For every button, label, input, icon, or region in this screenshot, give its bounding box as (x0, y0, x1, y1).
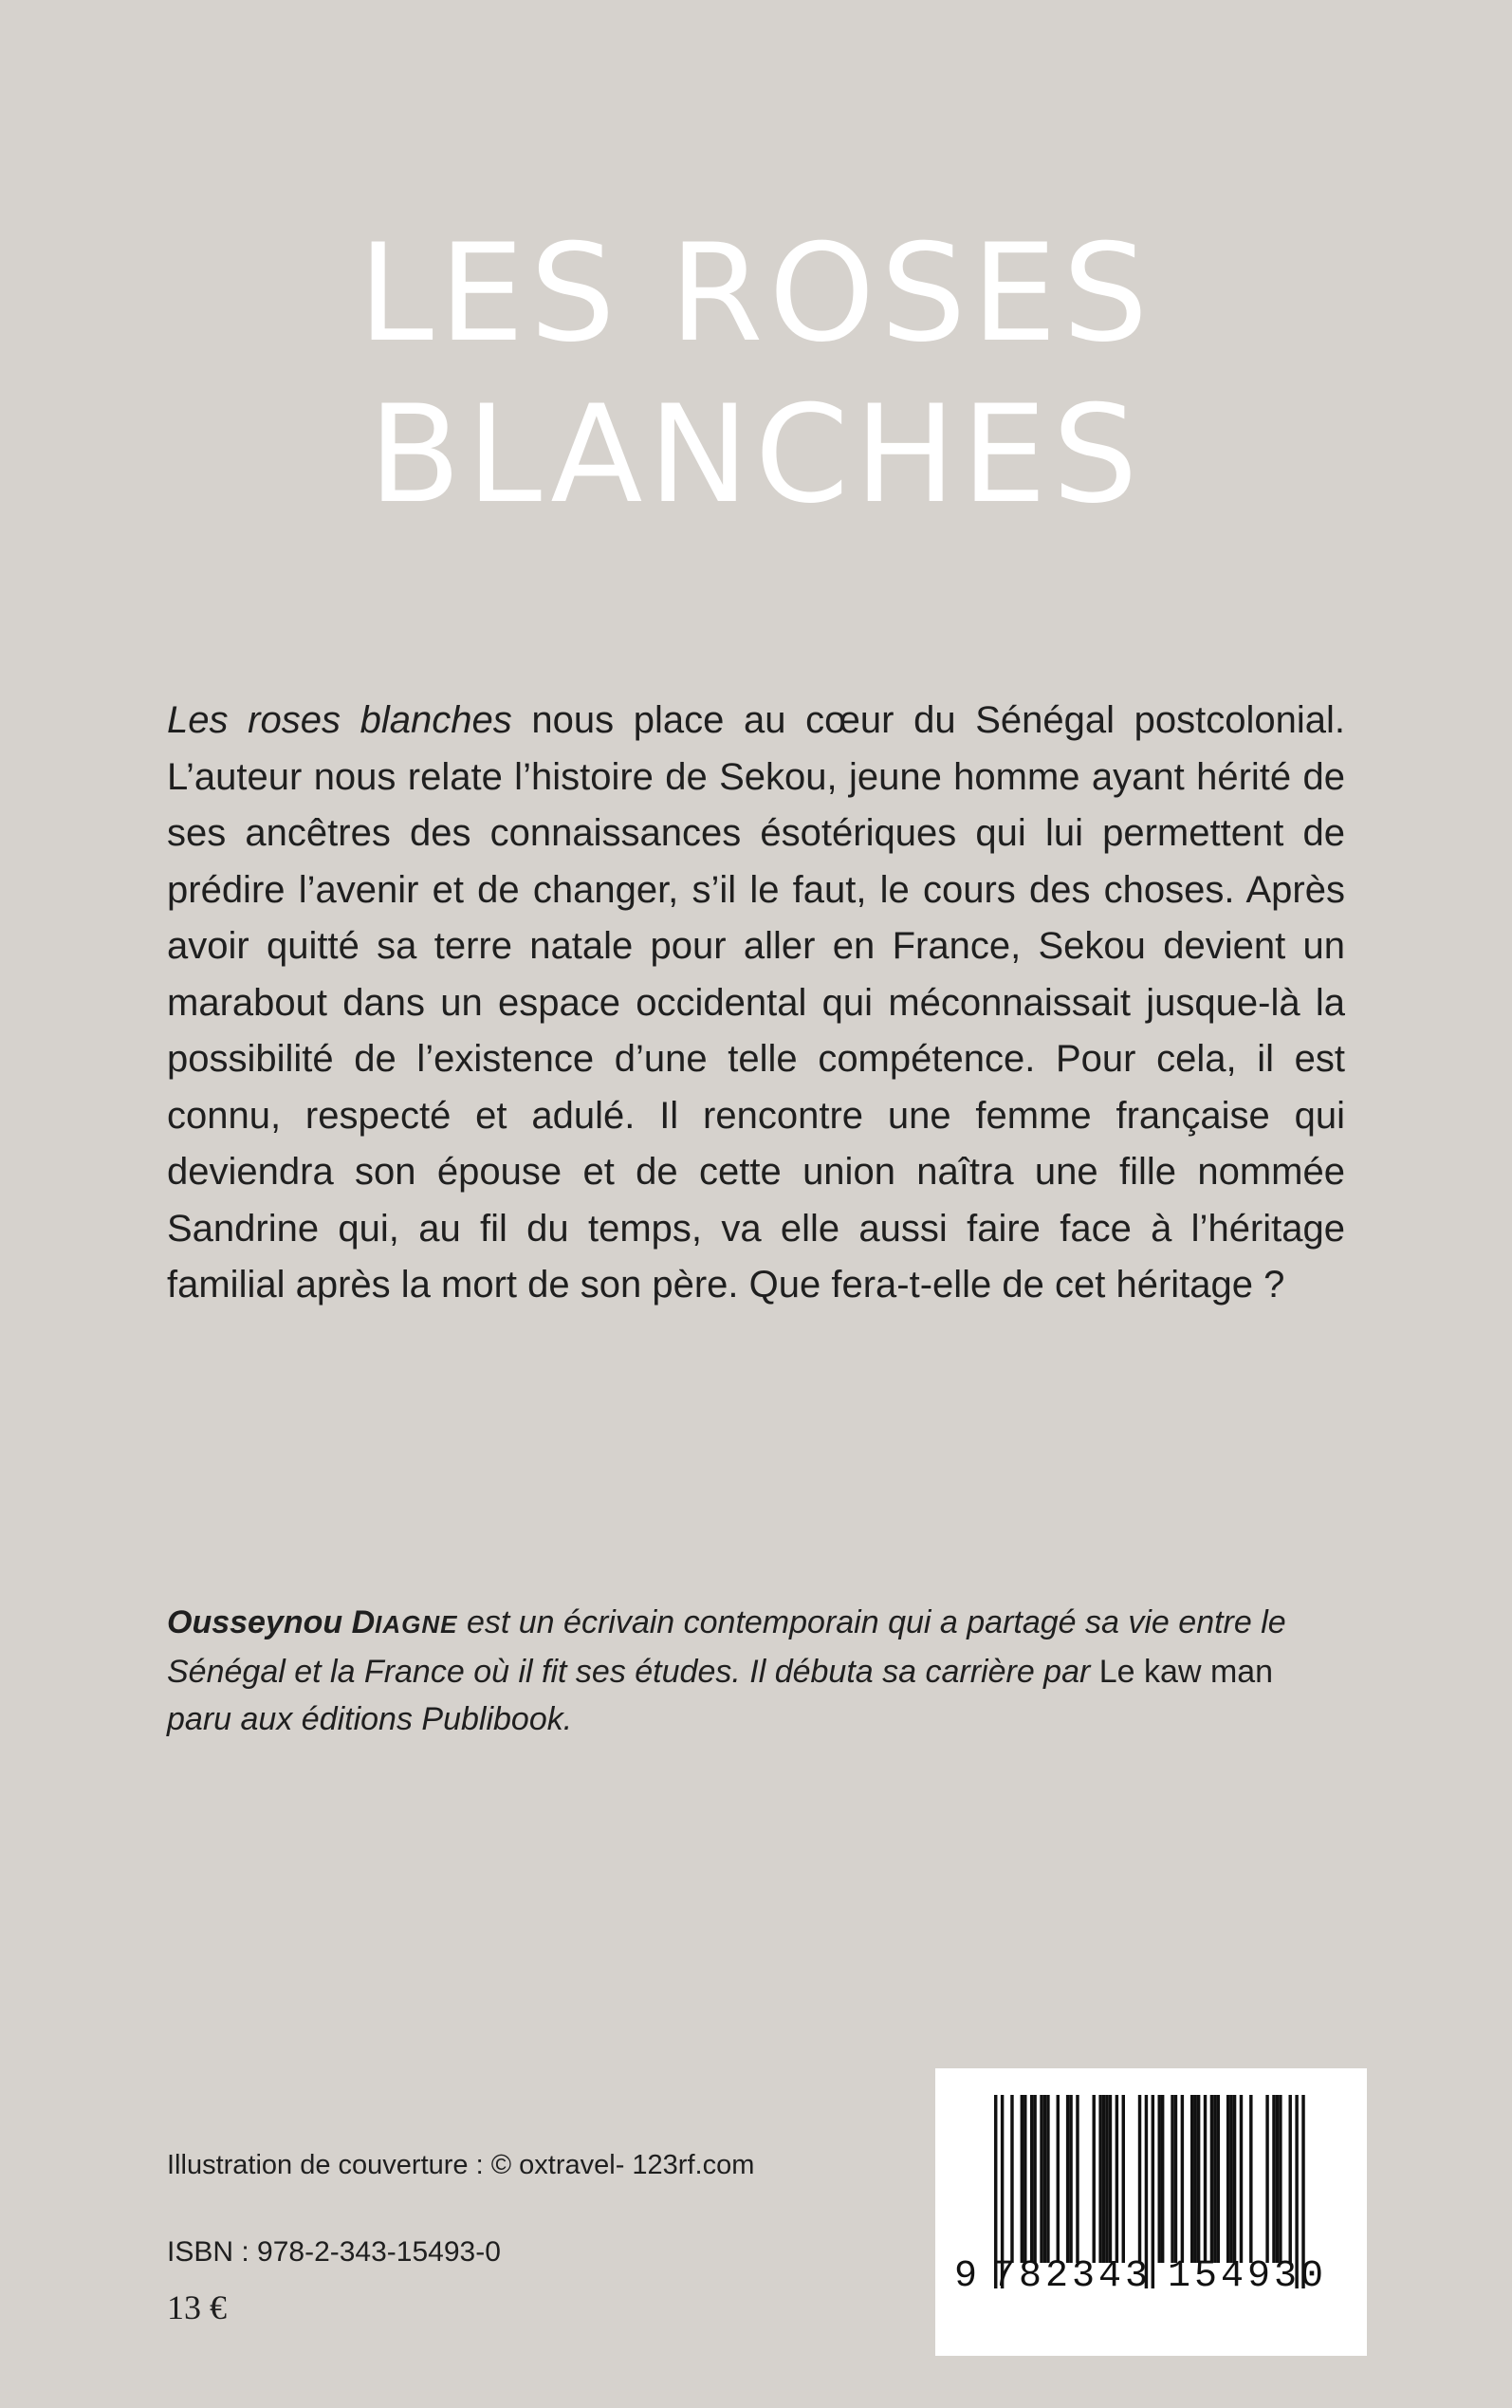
title-line-1: LES ROSES (358, 215, 1154, 372)
barcode-first-digit: 9 (954, 2255, 978, 2298)
barcode-bar (1171, 2095, 1173, 2263)
barcode-bar (1158, 2095, 1161, 2263)
barcode-bar (1279, 2095, 1282, 2263)
barcode-group-right: 154930 (1168, 2255, 1328, 2298)
barcode-bar (1010, 2095, 1013, 2263)
barcode-bar (1057, 2095, 1060, 2263)
book-title (0, 213, 1512, 536)
barcode-bar (1109, 2095, 1112, 2263)
barcode-bar (1276, 2095, 1279, 2263)
bio-text-2: paru aux éditions Publibook. (167, 1701, 573, 1737)
barcode-bar (1161, 2095, 1164, 2263)
author-first-name: Ousseynou (167, 1604, 352, 1640)
barcode-digits (954, 2255, 1348, 2299)
illustration-credit: Illustration de couverture : © oxtravel- 123rf.com (167, 2150, 755, 2180)
barcode-bar (1040, 2095, 1042, 2263)
barcode-icon (935, 2068, 1367, 2356)
author-last-initial: D (351, 1604, 376, 1640)
barcode-bar (1122, 2095, 1125, 2263)
isbn-text: ISBN : 978-2-343-15493-0 (167, 2236, 501, 2268)
barcode-bar (1197, 2095, 1200, 2263)
summary-book-title: Les roses blanches (167, 699, 512, 741)
author-last-name-rest: IAGNE (375, 1610, 458, 1639)
barcode-bar (1105, 2095, 1108, 2263)
barcode-bar (1272, 2095, 1275, 2263)
price: 13 € (167, 2288, 227, 2326)
barcode-bar (1249, 2095, 1252, 2263)
barcode-bar (1043, 2095, 1046, 2263)
barcode-bar (1093, 2095, 1096, 2263)
barcode-bar (1210, 2095, 1213, 2263)
barcode-bar (1217, 2095, 1220, 2263)
barcode-bar (1098, 2095, 1101, 2263)
barcode-group-left: 782343 (992, 2255, 1152, 2298)
summary-paragraph (167, 693, 1345, 1314)
barcode-bar (1213, 2095, 1216, 2263)
barcode-bar (1021, 2095, 1023, 2263)
barcode-bar (1076, 2095, 1079, 2263)
barcode-bar (1046, 2095, 1049, 2263)
barcode-bar (1030, 2095, 1033, 2263)
barcode-bar (1240, 2095, 1243, 2263)
barcode-bar (1204, 2095, 1207, 2263)
barcode-label (935, 2068, 1367, 2356)
barcode-bar (1193, 2095, 1196, 2263)
barcode-bar (1229, 2095, 1232, 2263)
barcode-bar (1190, 2095, 1193, 2263)
barcode-bar (1023, 2095, 1026, 2263)
summary-text: nous place au cœur du Sénégal postcolonial. L’auteur nous relate l’histoire de Sekou, jeune homme ayant hérité de ses ancêtres des connaissances ésotériques qui lui permettent de prédire l’avenir et de changer, s’il le faut, le cours des choses. Après avoir quitté sa terre natale pour aller en France, Sekou devient un marabout dans un espace occidental qui méconnaissait jusque-là la possibilité de l’existence d’une telle compétence. Pour cela, il est connu, respecté et adulé. Il rencontre une femme française qui deviendra son épouse et de cette union naîtra une fille nommée Sandrine qui, au fil du temps, va elle aussi faire face à l’héritage familial après la mort de son père. Que fera-t-elle de cet héritage ? (167, 699, 1345, 1306)
barcode-bar (1174, 2095, 1177, 2263)
barcode-bar (1265, 2095, 1268, 2263)
barcode-bar (1226, 2095, 1229, 2263)
barcode-bar (1066, 2095, 1069, 2263)
barcode-bar (1102, 2095, 1105, 2263)
title-line-2: BLANCHES (368, 377, 1144, 533)
barcode-bar (1181, 2095, 1184, 2263)
barcode-bar (1069, 2095, 1072, 2263)
barcode-bar (1233, 2095, 1236, 2263)
barcode-bar (1116, 2095, 1118, 2263)
barcode-bar (1289, 2095, 1292, 2263)
barcode-bar (1033, 2095, 1036, 2263)
bio-book-title: Le kaw man (1098, 1654, 1274, 1690)
author-bio (167, 1599, 1345, 1743)
barcode-bar (1138, 2095, 1141, 2263)
bio-text-1: est un écrivain contemporain qui a partagé sa vie entre le Sénégal et la France où il fit ses études. Il débuta sa carrière par (167, 1604, 1286, 1690)
